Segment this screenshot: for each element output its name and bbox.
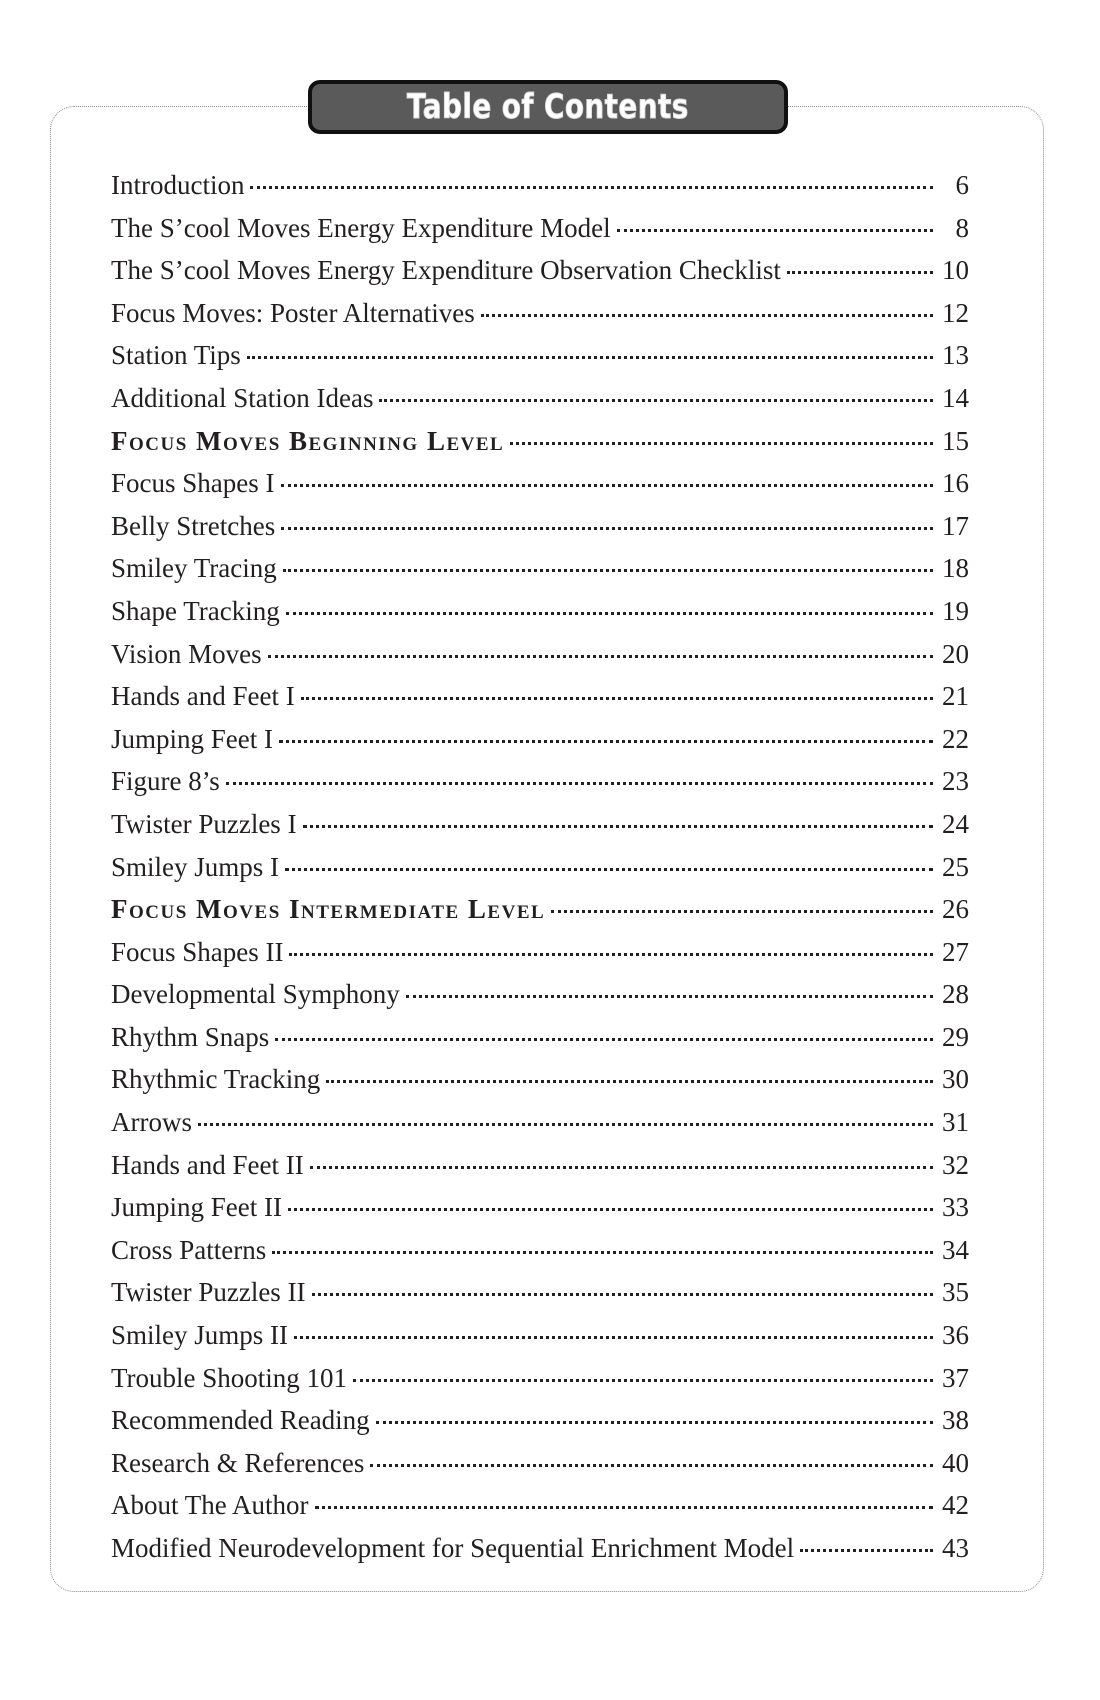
toc-entry-page-number: 31 <box>942 1107 969 1138</box>
dot-leader <box>353 1379 933 1382</box>
toc-entry <box>111 255 969 298</box>
dot-leader <box>551 910 933 913</box>
dot-leader <box>315 1506 934 1509</box>
toc-entry <box>111 639 969 682</box>
toc-entry-page-number: 6 <box>955 170 969 200</box>
dot-leader <box>481 314 933 317</box>
toc-entry-page-number: 33 <box>942 1192 969 1223</box>
toc-entry-title: Focus Shapes I <box>111 468 275 499</box>
toc-entry-title: Twister Puzzles I <box>111 808 297 839</box>
toc-entry <box>111 1405 969 1448</box>
toc-entry-title: Twister Puzzles II <box>111 1277 306 1308</box>
dot-leader <box>283 569 933 572</box>
dot-leader <box>406 995 933 998</box>
toc-entry-page-number: 43 <box>942 1533 969 1563</box>
toc-entry-title: Jumping Feet I <box>111 723 273 754</box>
toc-entry-title: Smiley Jumps II <box>111 1320 289 1351</box>
toc-entry-page-number: 34 <box>942 1234 969 1265</box>
toc-section-heading <box>111 894 969 937</box>
toc-entry-title: Trouble Shooting 101 <box>111 1362 348 1393</box>
toc-entry-title: Research & References <box>111 1447 365 1478</box>
toc-entry <box>111 766 969 809</box>
dot-leader <box>310 1166 933 1169</box>
toc-entry <box>111 937 969 980</box>
dot-leader <box>279 740 933 743</box>
toc-entry-page-number: 26 <box>942 894 969 925</box>
dot-leader <box>370 1464 933 1467</box>
toc-entry-page-number: 40 <box>942 1447 969 1478</box>
toc-entry-page-number: 38 <box>942 1405 969 1436</box>
toc-entry-title: Belly Stretches <box>111 510 276 541</box>
toc-entry <box>111 383 969 426</box>
toc-entry-page-number: 24 <box>942 808 969 839</box>
dot-leader <box>617 229 933 232</box>
toc-entry <box>111 596 969 639</box>
page-title: Table of Contents <box>407 87 689 127</box>
toc-entry <box>111 170 969 213</box>
dot-leader <box>250 186 933 189</box>
dot-leader <box>326 1080 933 1083</box>
dot-leader <box>787 271 933 274</box>
toc-entry <box>111 1533 969 1576</box>
dot-leader <box>286 612 933 615</box>
toc-entry-page-number: 28 <box>942 979 969 1010</box>
toc-entry-page-number: 8 <box>955 212 969 243</box>
toc-entry <box>111 1107 969 1150</box>
dot-leader <box>303 825 933 828</box>
dot-leader <box>800 1549 933 1552</box>
toc-entry-page-number: 29 <box>942 1021 969 1052</box>
toc-entry-title: Modified Neurodevelopment for Sequential Enrichment Model <box>111 1533 795 1563</box>
toc-entry-page-number: 35 <box>942 1277 969 1308</box>
toc-entry-page-number: 36 <box>942 1320 969 1351</box>
dot-leader <box>312 1293 933 1296</box>
toc-entry <box>111 1490 969 1533</box>
toc-entry-title: The S’cool Moves Energy Expenditure Observation Checklist <box>111 255 781 286</box>
dot-leader <box>288 1208 933 1211</box>
toc-entry <box>111 809 969 852</box>
dot-leader <box>247 356 933 359</box>
toc-entry-title: Focus Moves Intermediate Level <box>111 894 546 925</box>
dot-leader <box>510 442 933 445</box>
toc-entry-page-number: 27 <box>942 936 969 967</box>
toc-entry-title: About The Author <box>111 1490 309 1521</box>
toc-entry-title: Arrows <box>111 1107 192 1138</box>
toc-entry-page-number: 18 <box>942 553 969 584</box>
dot-leader <box>289 953 933 956</box>
toc-entry-page-number: 13 <box>942 340 969 371</box>
toc-entry-title: Additional Station Ideas <box>111 382 374 413</box>
toc-entry-page-number: 10 <box>942 255 969 286</box>
toc-entry <box>111 681 969 724</box>
title-banner <box>308 80 788 134</box>
toc-entry <box>111 1022 969 1065</box>
toc-entry-page-number: 25 <box>942 851 969 882</box>
toc-entry-title: Rhythm Snaps <box>111 1021 270 1052</box>
toc-entry-title: Shape Tracking <box>111 595 280 626</box>
dot-leader <box>301 697 933 700</box>
toc-section-heading <box>111 426 969 469</box>
toc-entry-page-number: 32 <box>942 1149 969 1180</box>
toc-entry-page-number: 12 <box>942 297 969 328</box>
toc-entry-page-number: 17 <box>942 510 969 541</box>
toc-entry-title: Focus Shapes II <box>111 936 284 967</box>
toc-entry <box>111 553 969 596</box>
toc-entry-title: Cross Patterns <box>111 1234 267 1265</box>
toc-entry <box>111 1277 969 1320</box>
toc-entry-title: Focus Moves: Poster Alternatives <box>111 297 475 328</box>
toc-entry-page-number: 42 <box>942 1490 969 1521</box>
toc-entry-title: Developmental Symphony <box>111 979 400 1010</box>
toc-entry <box>111 213 969 256</box>
toc-entry-page-number: 15 <box>942 425 969 456</box>
toc-entry-title: Focus Moves Beginning Level <box>111 425 505 456</box>
toc-entry-page-number: 20 <box>942 638 969 669</box>
toc-entry-page-number: 30 <box>942 1064 969 1095</box>
dot-leader <box>226 782 933 785</box>
toc-list <box>111 170 969 1576</box>
toc-entry-page-number: 14 <box>942 382 969 413</box>
toc-entry <box>111 1448 969 1491</box>
toc-entry-title: Smiley Tracing <box>111 553 277 584</box>
toc-entry <box>111 1064 969 1107</box>
toc-entry <box>111 1150 969 1193</box>
toc-entry <box>111 511 969 554</box>
toc-entry-page-number: 21 <box>942 681 969 712</box>
toc-entry-title: Smiley Jumps I <box>111 851 280 882</box>
toc-entry-title: Introduction <box>111 170 245 200</box>
dot-leader <box>294 1336 933 1339</box>
toc-entry-title: Figure 8’s <box>111 766 220 797</box>
toc-entry <box>111 724 969 767</box>
toc-entry-title: Rhythmic Tracking <box>111 1064 321 1095</box>
toc-entry <box>111 1192 969 1235</box>
toc-entry-page-number: 37 <box>942 1362 969 1393</box>
toc-entry <box>111 468 969 511</box>
toc-entry <box>111 1320 969 1363</box>
toc-entry-page-number: 16 <box>942 468 969 499</box>
toc-entry-title: Jumping Feet II <box>111 1192 282 1223</box>
toc-entry-page-number: 19 <box>942 595 969 626</box>
toc-entry-title: Hands and Feet I <box>111 681 295 712</box>
dot-leader <box>376 1421 933 1424</box>
toc-entry <box>111 1363 969 1406</box>
dot-leader <box>268 655 933 658</box>
toc-entry-title: Recommended Reading <box>111 1405 370 1436</box>
dot-leader <box>272 1251 933 1254</box>
toc-entry-page-number: 22 <box>942 723 969 754</box>
dot-leader <box>285 868 933 871</box>
toc-entry-title: Vision Moves <box>111 638 262 669</box>
toc-entry-title: The S’cool Moves Energy Expenditure Model <box>111 212 611 243</box>
dot-leader <box>379 399 933 402</box>
toc-entry <box>111 979 969 1022</box>
dot-leader <box>281 527 933 530</box>
toc-entry <box>111 298 969 341</box>
dot-leader <box>275 1038 933 1041</box>
toc-entry-page-number: 23 <box>942 766 969 797</box>
dot-leader <box>281 484 934 487</box>
toc-entry <box>111 852 969 895</box>
toc-entry <box>111 1235 969 1278</box>
toc-entry-title: Hands and Feet II <box>111 1149 304 1180</box>
dot-leader <box>198 1123 933 1126</box>
toc-entry-title: Station Tips <box>111 340 241 371</box>
toc-entry <box>111 340 969 383</box>
